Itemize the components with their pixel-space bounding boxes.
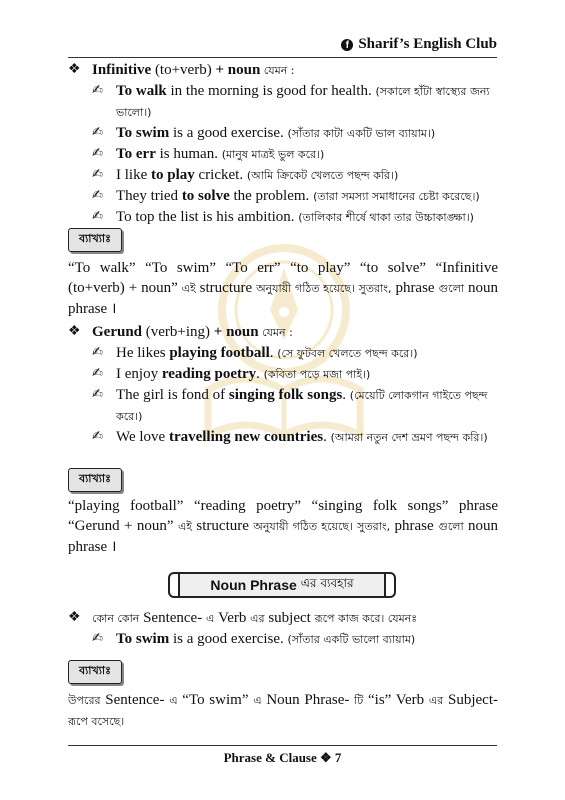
text-span: Noun Phrase-	[261, 692, 355, 708]
header-brand	[341, 36, 497, 53]
heading-plus: + noun	[213, 324, 259, 340]
text-span: Sentence-	[139, 610, 206, 626]
gerund-heading	[68, 322, 498, 343]
text-span: subject	[264, 610, 315, 626]
diamond-bullet-icon: ❖	[68, 62, 81, 77]
ex-bold: travelling new countries	[168, 429, 324, 445]
noun-phrase-intro	[68, 608, 498, 629]
diamond-bullet-icon: ❖	[68, 610, 81, 625]
text-span: টি	[354, 694, 364, 707]
brand-name: Sharif’s English Club	[358, 36, 497, 52]
text-span: গুলো	[438, 282, 465, 295]
pen-hand-icon: ✍	[92, 345, 103, 360]
ex-bn: (সকালে হাঁটা স্বাস্থ্যের জন্য ভালো।)	[116, 85, 490, 119]
ex-bold: singing folk songs	[228, 387, 343, 403]
example-item	[92, 123, 498, 144]
pen-hand-icon: ✍	[92, 188, 103, 203]
noun-phrase-section	[68, 608, 498, 650]
text-span: এ	[169, 694, 178, 707]
example-item	[92, 364, 498, 385]
ex-bn: (সে ফুটবল খেলতে পছন্দ করে।)	[277, 347, 418, 360]
pen-hand-icon: ✍	[92, 387, 103, 402]
page-header	[68, 34, 497, 58]
example-item	[92, 427, 498, 448]
ex-bold: To swim	[116, 125, 170, 141]
text-span: অনুযায়ী গঠিত হয়েছে। সুতরাং,	[256, 282, 392, 295]
text-span: অনুযায়ী গঠিত হয়েছে। সুতরাং,	[253, 520, 391, 533]
text-span: এর	[250, 612, 265, 625]
ex-post: .	[256, 366, 264, 382]
gerund-examples	[92, 343, 498, 448]
text-span: “To walk” “To swim” “To err” “to play” “to solve” “Infinitive (to+verb) + noun”	[68, 260, 498, 296]
text-span: রূপে কাজ করে। যেমনঃ	[314, 612, 418, 625]
ex-post: is human.	[155, 146, 222, 162]
ex-post: the problem.	[229, 188, 314, 204]
ex-post: .	[269, 345, 278, 361]
noun-phrase-examples	[92, 629, 498, 650]
example-item	[92, 81, 498, 123]
text-span: এ	[205, 612, 215, 625]
ex-pre: They tried	[116, 188, 182, 204]
pen-hand-icon: ✍	[92, 429, 103, 444]
example-item	[92, 186, 498, 207]
text-span: Sentence-	[100, 692, 170, 708]
ex-post: is a good exercise.	[169, 125, 288, 141]
pen-hand-icon: ✍	[92, 209, 103, 224]
pen-hand-icon: ✍	[92, 125, 103, 140]
text-span: এই	[177, 520, 193, 533]
heading-rest: (verb+ing)	[142, 324, 214, 340]
ex-bold: to solve	[181, 188, 230, 204]
ex-post: .	[342, 387, 350, 403]
ex-post: .	[323, 429, 331, 445]
ex-bold: to play	[151, 167, 195, 183]
example-item	[92, 144, 498, 165]
gerund-section	[68, 322, 498, 448]
banner-title-bn: এর ব্যবহার	[300, 576, 354, 590]
gerund-explanation	[68, 468, 498, 557]
ex-bn: (মানুষ মাত্রই ভুল করে।)	[221, 148, 325, 161]
noun-phrase-banner	[176, 572, 388, 598]
ex-bold: reading poetry	[161, 366, 257, 382]
infinitive-examples	[92, 81, 498, 228]
text-span: রূপে বসেছে।	[68, 715, 125, 728]
ex-bn: (সাঁতার একটি ভালো ব্যায়াম)	[287, 633, 416, 646]
example-item	[92, 343, 498, 364]
pen-hand-icon: ✍	[92, 366, 103, 381]
heading-bn: যেমন :	[258, 326, 293, 339]
ex-bn: (আমি ক্রিকেট খেলতে পছন্দ করি।)	[246, 169, 399, 182]
banner-title-en: Noun Phrase	[210, 577, 297, 593]
noun-phrase-explanation	[68, 660, 498, 732]
ex-pre: The girl is fond of	[116, 387, 229, 403]
banner-right-cap	[384, 572, 396, 598]
pen-hand-icon: ✍	[92, 631, 103, 646]
heading-plus: + noun	[215, 62, 261, 78]
text-span: structure	[192, 518, 254, 534]
ex-post: cricket.	[194, 167, 247, 183]
pen-hand-icon: ✍	[92, 83, 103, 98]
heading-bold: Infinitive	[92, 62, 152, 78]
text-span: phrase	[390, 518, 439, 534]
text-span: এই	[181, 282, 196, 295]
example-item	[92, 165, 498, 186]
text-span: এ	[253, 694, 262, 707]
example-item	[92, 385, 498, 427]
text-span: উপরের	[68, 694, 101, 707]
text-span: গুলো	[438, 520, 464, 533]
infinitive-heading	[68, 60, 498, 81]
ex-pre: He likes	[116, 345, 170, 361]
ex-pre: I like	[116, 167, 151, 183]
heading-bold: Gerund	[92, 324, 143, 340]
text-span: “To swim”	[177, 692, 254, 708]
page-number: Phrase & Clause ❖ 7	[223, 750, 342, 765]
ex-bn: (সাঁতার কাটা একটি ভাল ব্যায়াম।)	[287, 127, 436, 140]
text-span: Verb	[214, 610, 251, 626]
ex-bold: To walk	[116, 83, 167, 99]
ex-bold: To swim	[116, 631, 170, 647]
pen-hand-icon: ✍	[92, 167, 103, 182]
ex-bold: To err	[116, 146, 156, 162]
ex-pre: I enjoy	[116, 366, 162, 382]
text-span: noun phrase ।	[68, 518, 499, 555]
pen-hand-icon: ✍	[92, 146, 103, 161]
facebook-icon: f	[341, 39, 353, 51]
explanation-label: ব্যাখ্যাঃ	[68, 468, 122, 492]
explanation-label: ব্যাখ্যাঃ	[68, 660, 122, 684]
text-span: Subject-	[443, 692, 499, 708]
example-item	[92, 629, 498, 650]
ex-pre: To top the list is his ambition.	[116, 209, 299, 225]
explanation-text	[68, 496, 498, 557]
ex-post: in the morning is good for health.	[166, 83, 376, 99]
ex-bn: (আমরা নতুন দেশ ভ্রমণ পছন্দ করি।)	[330, 431, 488, 444]
example-item	[92, 207, 498, 228]
explanation-text	[68, 690, 498, 732]
infinitive-explanation	[68, 228, 498, 319]
ex-pre: We love	[116, 429, 169, 445]
explanation-label: ব্যাখ্যাঃ	[68, 228, 122, 252]
text-span: এর	[428, 694, 444, 707]
ex-bn: (কবিতা পড়ে মজা পাই।)	[263, 368, 371, 381]
text-span: noun phrase ।	[68, 280, 498, 317]
ex-post: is a good exercise.	[169, 631, 288, 647]
infinitive-section	[68, 60, 498, 228]
ex-bn: (মেয়েটি লোকগান গাইতে পছন্দ করে।)	[116, 389, 488, 423]
explanation-text	[68, 258, 498, 319]
ex-bold: playing football	[169, 345, 270, 361]
page-footer	[68, 745, 497, 766]
text-span: কোন কোন	[92, 612, 140, 625]
ex-bn: (তারা সমস্যা সমাধানের চেষ্টা করেছে।)	[313, 190, 480, 203]
text-span: phrase	[391, 280, 439, 296]
text-span: “playing football” “reading poetry” “singing folk songs” phrase “Gerund + noun”	[68, 498, 498, 534]
text-span: “is” Verb	[363, 692, 429, 708]
heading-bn: যেমন :	[260, 64, 295, 77]
heading-rest: (to+verb)	[151, 62, 216, 78]
diamond-bullet-icon: ❖	[68, 324, 81, 339]
text-span: structure	[195, 280, 257, 296]
banner-left-cap	[168, 572, 180, 598]
ex-bn: (তালিকার শীর্ষে থাকা তার উচ্চাকাঙ্ক্ষা।)	[298, 211, 474, 224]
